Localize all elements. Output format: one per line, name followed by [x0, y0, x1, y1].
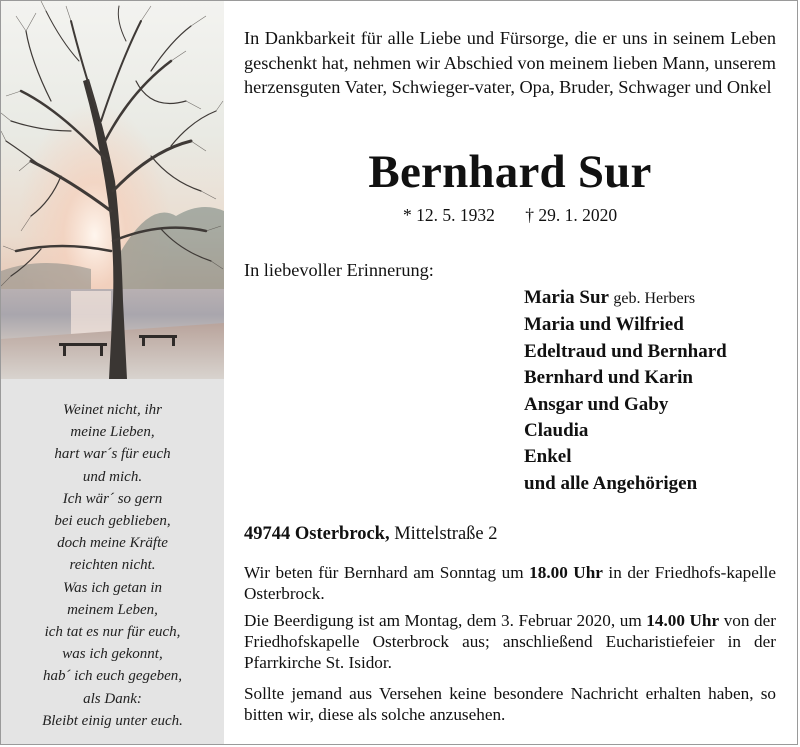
- family-member: Edeltraud und Bernhard: [524, 340, 727, 362]
- poem-line: was ich gekonnt,: [62, 646, 163, 663]
- memory-label: In liebevoller Erinnerung:: [244, 260, 434, 280]
- poem-line: reichten nicht.: [69, 557, 156, 574]
- family-member: Bernhard und Karin: [524, 367, 693, 389]
- funeral-time: 14.00 Uhr: [646, 611, 720, 630]
- poem-line: Ich wär´ so gern: [62, 490, 163, 507]
- poem-line: Weinet nicht, ihr: [62, 402, 163, 418]
- prayer-time: 18.00 Uhr: [529, 563, 603, 582]
- poem: [1, 399, 224, 732]
- address-street: Mittelstraße 2: [394, 524, 498, 544]
- deceased-name: Bernhard Sur: [368, 146, 652, 198]
- family-first-note: geb. Herbers: [613, 290, 696, 307]
- poem-line: bei euch geblieben,: [54, 513, 171, 530]
- prayer-paragraph: [244, 562, 776, 604]
- funeral-text-c: von der Friedhofskapelle Osterbrock aus; anschließend Eucharistiefeier in der Pfarrkirche St. Isidor.: [244, 611, 776, 673]
- death-date: † 29. 1. 2020: [525, 205, 618, 225]
- family-member: Enkel: [524, 446, 572, 468]
- prayer-text-a: Wir beten für Bernhard am Sonntag um: [244, 563, 530, 582]
- family-member: und alle Angehörigen: [524, 472, 698, 494]
- notice-paragraph: Sollte jemand aus Versehen keine besondere Nachricht erhalten haben, so bitten wir, diese als solche anzusehen.: [244, 684, 776, 725]
- poem-line: hart war´s für euch: [54, 446, 171, 463]
- family-member: Claudia: [524, 420, 589, 442]
- family-member: Maria und Wilfried: [524, 314, 684, 336]
- address-city: 49744 Osterbrock,: [244, 524, 390, 544]
- prayer-text-c: in der Friedhofs-kapelle Osterbrock.: [244, 563, 776, 604]
- birth-date: * 12. 5. 1932: [402, 205, 495, 225]
- poem-line: doch meine Kräfte: [57, 535, 168, 552]
- poem-line: meinem Leben,: [67, 601, 158, 618]
- poem-line: ich tat es nur für euch,: [44, 624, 181, 641]
- family-first: [524, 285, 727, 312]
- poem-line: Bleibt einig unter euch.: [42, 712, 183, 729]
- poem-line: als Dank:: [83, 690, 142, 707]
- life-dates: [244, 205, 776, 226]
- poem-line: meine Lieben,: [70, 424, 155, 441]
- family-first-name: Maria Sur: [524, 287, 609, 308]
- family-list: [524, 285, 727, 497]
- sidebar: [1, 1, 224, 744]
- lake-tree-photo: [1, 1, 224, 379]
- family-member: Ansgar und Gaby: [524, 393, 669, 415]
- funeral-paragraph: [244, 610, 776, 674]
- funeral-text-a: Die Beerdigung ist am Montag, dem 3. Februar 2020, um: [244, 611, 647, 630]
- intro-text: In Dankbarkeit für alle Liebe und Fürsorge, die er uns in seinem Leben geschenkt hat, nehmen wir Abschied von meinem lieben Mann, unserem herzensguten Vater, Schwieger-vater, Opa, Bruder, Schwager und Onkel: [244, 28, 776, 97]
- poem-line: und mich.: [82, 468, 143, 485]
- address: [244, 524, 498, 545]
- poem-line: hab´ ich euch gegeben,: [42, 668, 183, 685]
- poem-line: Was ich getan in: [62, 579, 163, 596]
